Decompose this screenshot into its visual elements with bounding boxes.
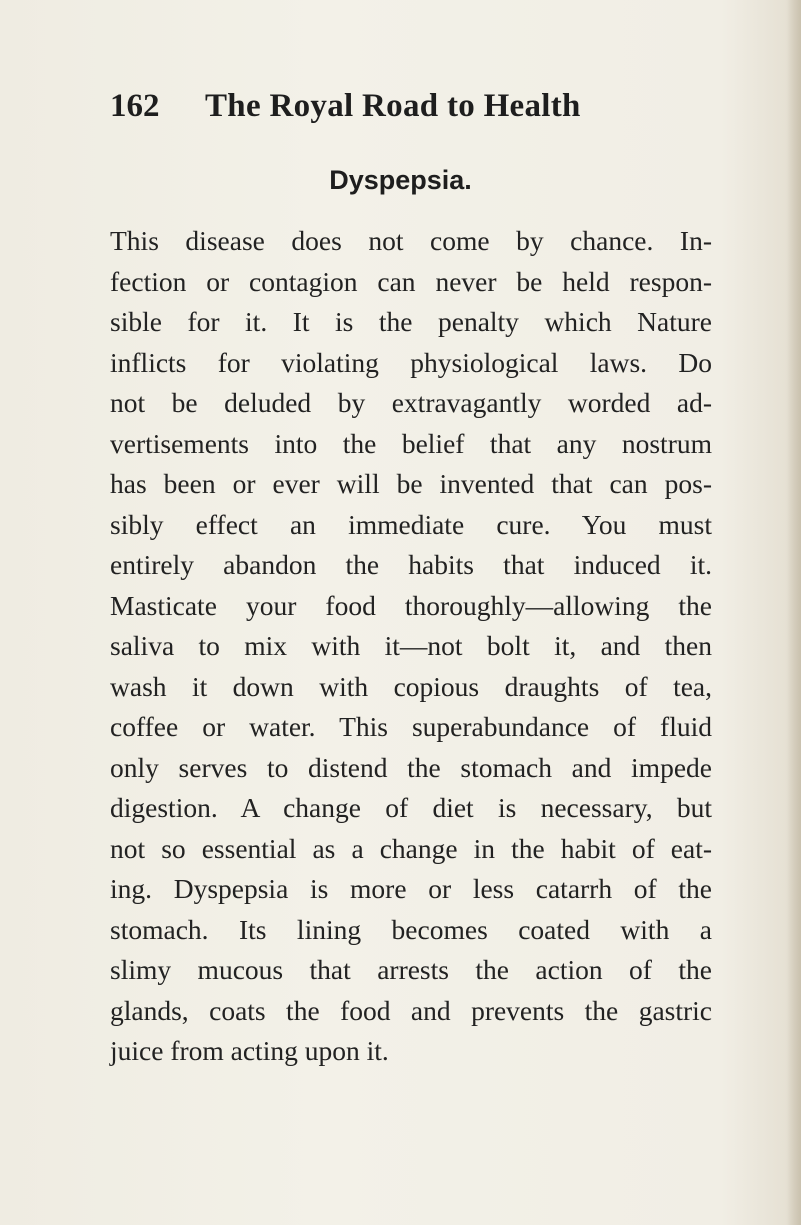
text-line: digestion. A change of diet is necessary, but [110,792,712,823]
text-line: This disease does not come by chance. In- [110,225,712,256]
text-line: slimy mucous that arrests the action of the [110,954,712,985]
section-heading: Dyspepsia. [329,165,472,195]
page-number: 162 [110,88,160,124]
text-line: wash it down with copious draughts of tea, [110,670,712,702]
text-line: fection or contagion can never be held respon- [110,265,712,297]
body-paragraph [110,221,712,1072]
text-line: ing. Dyspepsia is more or less catarrh of the [110,873,712,904]
text-line: sible for it. It is the penalty which Nature [110,306,712,337]
text-line: glands, coats the food and prevents the gastric [110,994,712,1026]
text-line: saliva to mix with it—not bolt it, and then [110,630,712,661]
text-line: entirely abandon the habits that induced it. [110,549,712,580]
running-header [110,84,750,134]
text-line: not so essential as a change in the habit of eat- [110,832,712,864]
text-line: coffee or water. This superabundance of fluid [110,711,712,742]
running-title: The Royal Road to Health [205,88,581,124]
text-line: juice from acting upon it. [110,1035,389,1066]
text-line: vertisements into the belief that any nostrum [110,427,712,459]
text-line: has been or ever will be invented that can pos- [110,468,712,499]
text-line: Masticate your food thoroughly—allowing the [110,589,712,621]
text-line: stomach. Its lining becomes coated with a [110,913,712,945]
text-line: not be deluded by extravagantly worded ad- [110,387,712,418]
text-line: inflicts for violating physiological laws. Do [110,346,712,378]
text-line: only serves to distend the stomach and impede [110,751,712,783]
text-line: sibly effect an immediate cure. You must [110,508,712,540]
